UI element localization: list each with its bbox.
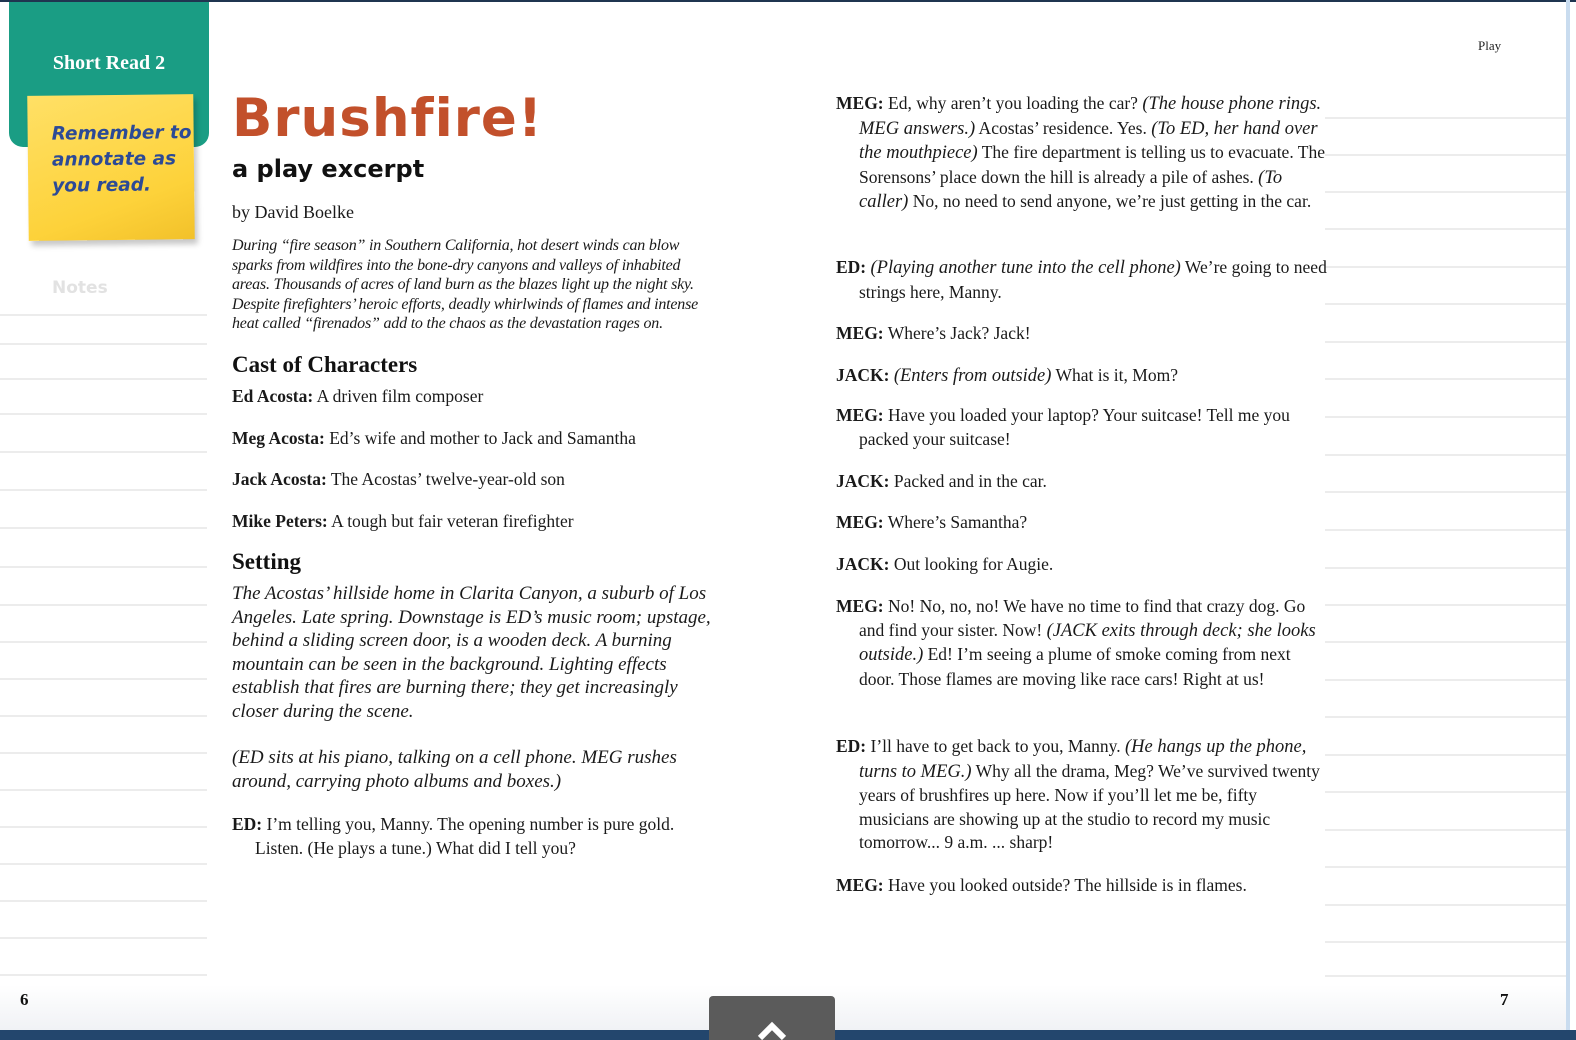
dialogue-line	[836, 322, 1329, 346]
section-label: Play	[1478, 38, 1502, 53]
cast-name: Ed Acosta:	[232, 386, 314, 406]
dialogue-line	[836, 735, 1329, 855]
dialogue-line	[232, 813, 700, 860]
sticky-note	[27, 94, 195, 241]
dialogue-line	[836, 470, 1329, 494]
speaker: MEG:	[836, 323, 884, 343]
speaker: MEG:	[836, 512, 884, 532]
stage-direction: (Playing another tune into the cell phone)	[870, 258, 1181, 278]
notes-label: Notes	[52, 278, 108, 298]
sticky-note-text: Remember to annotate as you read.	[51, 122, 192, 197]
cast-desc: A tough but fair veteran firefighter	[331, 511, 574, 531]
speaker: JACK:	[836, 471, 890, 491]
stage-direction: (ED sits at his piano, talking on a cell phone. MEG rushes around, carrying photo albums and boxes.)	[232, 747, 677, 792]
cast-member	[232, 428, 636, 449]
stage-direction: (JACK exits through deck; she looks outside.)	[859, 620, 1316, 665]
speaker: ED:	[836, 257, 867, 277]
stage-direction: (The house phone rings. MEG answers.)	[859, 94, 1322, 139]
setting-heading: Setting	[232, 549, 301, 574]
speaker: MEG:	[836, 596, 884, 616]
cast-desc: Ed’s wife and mother to Jack and Samantha	[329, 428, 636, 448]
line-text: We’re going to need strings here, Manny.	[859, 257, 1327, 302]
stage-direction: (He hangs up the phone, turns to MEG.)	[859, 737, 1307, 782]
cast-desc: The Acostas’ twelve-year-old son	[330, 469, 565, 489]
dialogue-line	[836, 595, 1329, 691]
stage-direction: (To caller)	[859, 167, 1283, 212]
stage-direction: (To ED, her hand over the mouthpiece)	[859, 118, 1318, 163]
line-text: I’m telling you, Manny. The opening number is pure gold. Listen. (He plays a tune.) What did I tell you?	[255, 814, 675, 858]
cast-member	[232, 511, 574, 532]
dialogue-line	[836, 511, 1329, 535]
short-read-title: Short Read 2	[52, 52, 166, 74]
line-text: No, no need to send anyone, we’re just getting in the car.	[908, 191, 1312, 211]
line-text: Have you loaded your laptop? Your suitcase! Tell me you packed your suitcase!	[859, 405, 1290, 449]
chevron-up-icon	[757, 1018, 787, 1040]
cast-name: Jack Acosta:	[232, 469, 327, 489]
line-text: Why all the drama, Meg? We’ve survived twenty years of brushfires up here. Now if you’ll let me be, fifty musicians are showing up at the studio to record my music tomorrow... 9 a.m. ... sharp!	[859, 760, 1320, 852]
speaker: JACK:	[836, 554, 890, 574]
dialogue-line	[836, 553, 1329, 577]
byline: by David Boelke	[232, 202, 354, 222]
speaker: ED:	[232, 814, 263, 834]
speaker: JACK:	[836, 365, 890, 385]
line-text: Ed! I’m seeing a plume of smoke coming from next door. Those flames are moving like race cars! Right at us!	[859, 644, 1291, 689]
stage-direction: (Enters from outside)	[893, 366, 1052, 386]
cast-name: Meg Acosta:	[232, 428, 325, 448]
cast-heading: Cast of Characters	[232, 352, 418, 377]
line-text: Out looking for Augie.	[893, 554, 1054, 574]
speaker: MEG:	[836, 93, 884, 113]
cast-member	[232, 386, 483, 407]
page-number-left: 6	[20, 990, 29, 1009]
line-text: Have you looked outside? The hillside is in flames.	[888, 875, 1247, 895]
speaker: ED:	[836, 736, 867, 756]
line-text: I’ll have to get back to you, Manny.	[870, 736, 1126, 756]
dialogue-line	[836, 874, 1329, 898]
setting-text: The Acostas’ hillside home in Clarita Canyon, a suburb of Los Angeles. Late spring. Downstage is ED’s music room; upstage, behind a sliding screen door, is a wooden deck. A burning mountain can be seen in the background. Lighting effects establish that fires are burning there; they get increasingly closer during the scene.	[232, 583, 711, 722]
top-border	[0, 0, 1576, 2]
line-text: Ed, why aren’t you loading the car?	[888, 93, 1143, 113]
speaker: MEG:	[836, 875, 884, 895]
cast-name: Mike Peters:	[232, 511, 328, 531]
line-text: Where’s Jack? Jack!	[887, 323, 1031, 343]
intro-paragraph: During “fire season” in Southern California, hot desert winds can blow sparks from wildfires into the bone-dry canyons and valleys of inhabited areas. Thousands of acres of land burn as the blazes light up the night sky. Despite firefighters’ heroic efforts, deadly whirlwinds of flames and intense heat called “firenados” add to the chaos as the devastation rages on.	[232, 237, 699, 332]
dialogue-line	[836, 364, 1329, 389]
dialogue-line	[836, 256, 1329, 304]
dialogue-line	[836, 92, 1329, 215]
line-text: Packed and in the car.	[893, 471, 1047, 491]
page-title: Brushfire!	[232, 88, 544, 149]
subtitle: a play excerpt	[232, 155, 425, 183]
line-text: The fire department is telling us to evacuate. The Sorensons’ place down the hill is already a pile of ashes.	[859, 142, 1325, 187]
right-scroll-edge	[1566, 0, 1570, 1040]
page-number-right: 7	[1500, 990, 1509, 1009]
speaker: MEG:	[836, 405, 884, 425]
expand-toolbar-button[interactable]	[709, 996, 835, 1040]
line-text: Where’s Samantha?	[887, 512, 1028, 532]
cast-member	[232, 469, 565, 490]
cast-desc: A driven film composer	[316, 386, 484, 406]
line-text: No! No, no, no! We have no time to find that crazy dog. Go and find your sister. Now!	[859, 596, 1306, 640]
line-text: What is it, Mom?	[1051, 365, 1178, 385]
line-text: Acostas’ residence. Yes.	[975, 117, 1152, 138]
dialogue-line	[836, 404, 1329, 451]
